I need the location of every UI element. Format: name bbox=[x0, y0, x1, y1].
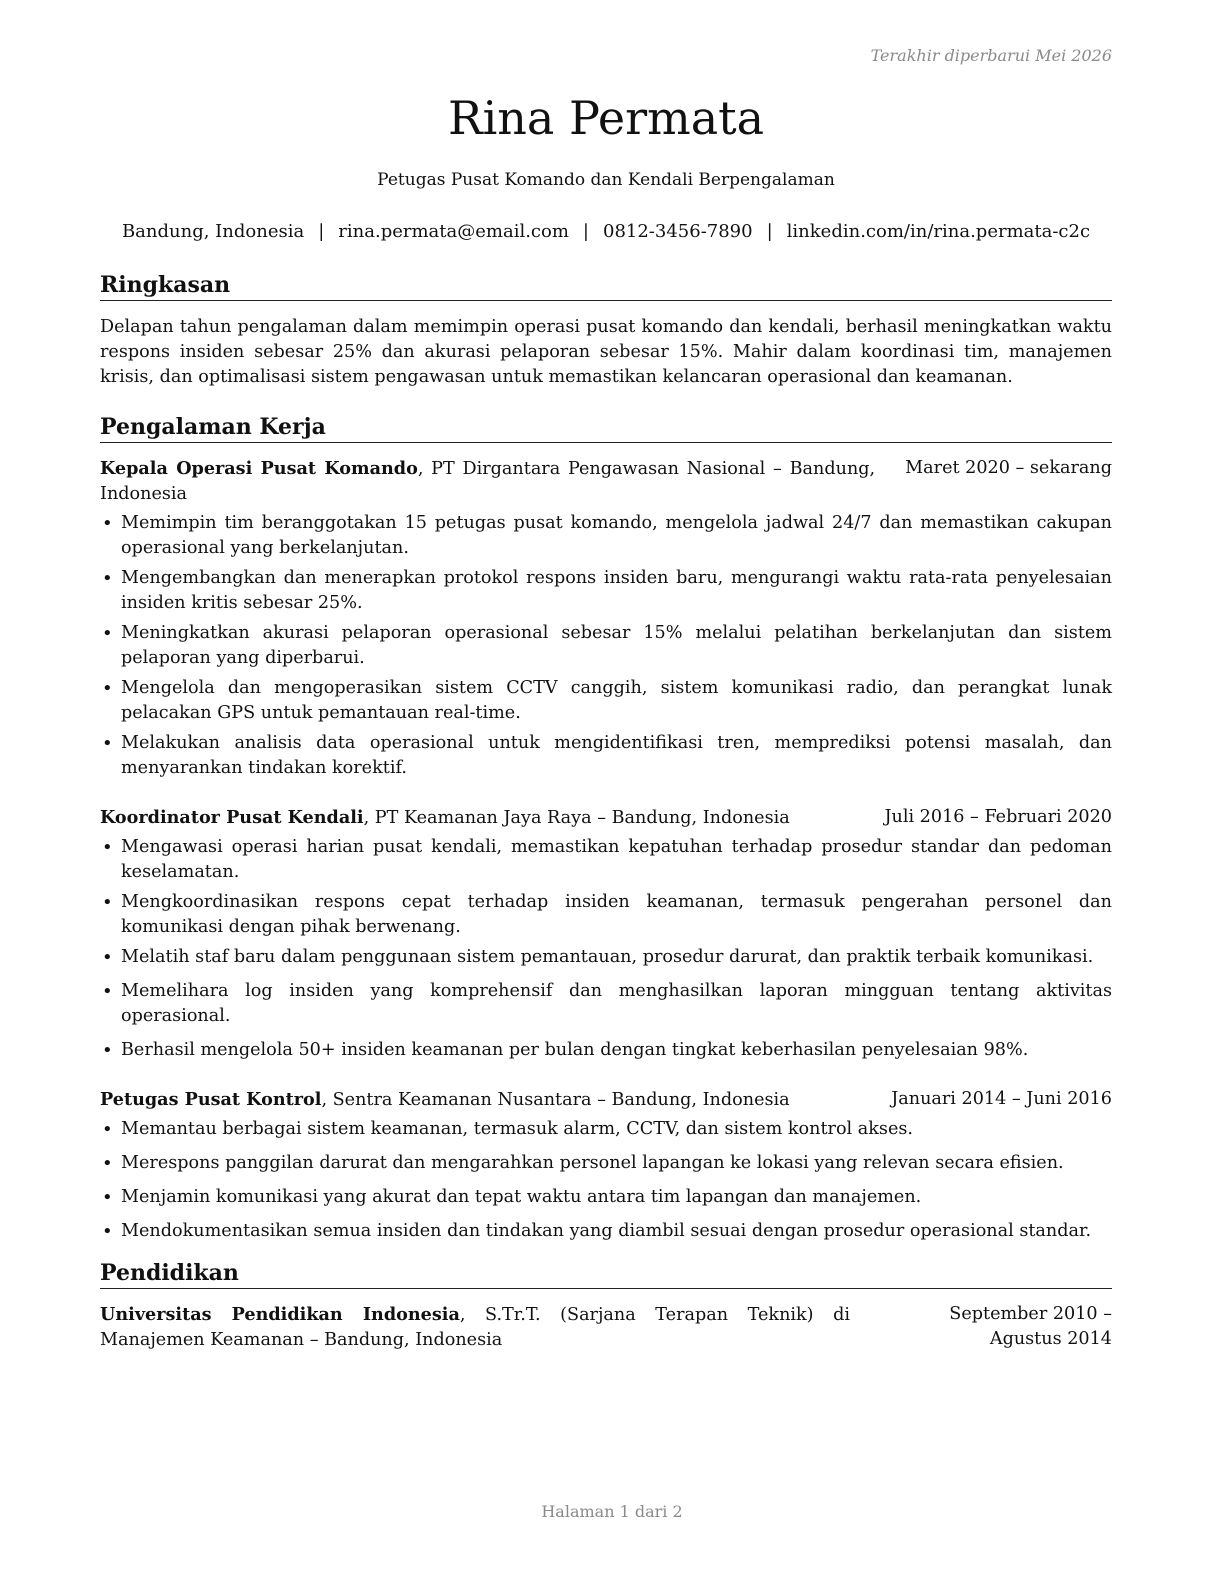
education-dates: September 2010 – Agustus 2014 bbox=[949, 1304, 1112, 1349]
contact-line bbox=[100, 220, 1112, 244]
summary-section bbox=[100, 270, 1112, 390]
list-item: • Mengkoordinasikan respons cepat terhadap insiden keamanan, termasuk pengerahan personel dan komunikasi dengan pihak berwenang. bbox=[100, 890, 1112, 940]
list-item: • Merespons panggilan darurat dan mengarahkan personel lapangan ke lokasi yang relevan secara efisien. bbox=[100, 1151, 1112, 1176]
job-dates: Maret 2020 – sekarang bbox=[905, 458, 1112, 478]
job-entry bbox=[100, 1087, 1112, 1244]
education-program: , S.Tr.T. (Sarjana Terapan Teknik) di Manajemen Keamanan – Bandung, Indonesia bbox=[100, 1305, 851, 1350]
list-item: • Berhasil mengelola 50+ insiden keamanan per bulan dengan tingkat keberhasilan penyelesaian 98%. bbox=[100, 1038, 1112, 1063]
contact-separator: | bbox=[318, 221, 325, 242]
job-bullets bbox=[100, 835, 1112, 1063]
list-item: • Memimpin tim beranggotakan 15 petugas pusat komando, mengelola jadwal 24/7 dan memastikan cakupan operasional yang berkelanjutan. bbox=[100, 511, 1112, 561]
education-degree bbox=[100, 1302, 880, 1353]
education-school: Universitas Pendidikan Indonesia bbox=[100, 1304, 460, 1325]
list-item: • Meningkatkan akurasi pelaporan operasional sebesar 15% melalui pelatihan berkelanjutan dan sistem pelaporan yang diperbarui. bbox=[100, 621, 1112, 671]
page-number: Halaman 1 dari 2 bbox=[541, 1502, 683, 1521]
list-item: • Mengelola dan mengoperasikan sistem CCTV canggih, sistem komunikasi radio, dan perangkat lunak pelacakan GPS untuk pemantauan real-time. bbox=[100, 676, 1112, 726]
job-entry bbox=[100, 805, 1112, 1063]
job-title: Koordinator Pusat Kendali bbox=[100, 807, 364, 828]
contact-linkedin[interactable]: linkedin.com/in/rina.permata-c2c bbox=[786, 221, 1091, 242]
list-item: • Menjamin komunikasi yang akurat dan tepat waktu antara tim lapangan dan manajemen. bbox=[100, 1185, 1112, 1210]
resume-content bbox=[100, 270, 1112, 1367]
section-heading: Ringkasan bbox=[100, 270, 1112, 301]
education-section bbox=[100, 1258, 1112, 1353]
list-item: • Mendokumentasikan semua insiden dan tindakan yang diambil sesuai dengan prosedur operasional standar. bbox=[100, 1219, 1112, 1244]
job-header bbox=[100, 1087, 1112, 1113]
contact-separator: | bbox=[766, 221, 773, 242]
job-role bbox=[100, 1087, 891, 1113]
contact-email[interactable]: rina.permata@email.com bbox=[338, 221, 569, 242]
experience-section bbox=[100, 412, 1112, 1244]
job-bullets bbox=[100, 511, 1112, 781]
candidate-subtitle: Petugas Pusat Komando dan Kendali Berpengalaman bbox=[377, 170, 835, 190]
job-organization: , Sentra Keamanan Nusantara – Bandung, Indonesia bbox=[321, 1090, 790, 1110]
job-dates: Januari 2014 – Juni 2016 bbox=[891, 1089, 1112, 1109]
education-entry bbox=[100, 1302, 1112, 1353]
job-organization: , PT Keamanan Jaya Raya – Bandung, Indonesia bbox=[363, 808, 790, 828]
section-heading: Pengalaman Kerja bbox=[100, 412, 1112, 443]
contact-separator: | bbox=[582, 221, 589, 242]
job-entry bbox=[100, 456, 1112, 781]
job-header bbox=[100, 456, 1112, 507]
job-organization: , PT Dirgantara Pengawasan Nasional – Bandung, Indonesia bbox=[100, 459, 876, 504]
list-item: • Memantau berbagai sistem keamanan, termasuk alarm, CCTV, dan sistem kontrol akses. bbox=[100, 1117, 1112, 1142]
candidate-name: Rina Permata bbox=[447, 91, 765, 145]
list-item: • Melatih staf baru dalam penggunaan sistem pemantauan, prosedur darurat, dan praktik terbaik komunikasi. bbox=[100, 945, 1112, 970]
section-heading: Pendidikan bbox=[100, 1258, 1112, 1289]
last-updated: Terakhir diperbarui Mei 2026 bbox=[870, 46, 1112, 65]
job-bullets bbox=[100, 1117, 1112, 1244]
contact-phone: 0812-3456-7890 bbox=[603, 221, 753, 242]
job-header bbox=[100, 805, 1112, 831]
list-item: • Mengembangkan dan menerapkan protokol respons insiden baru, mengurangi waktu rata-rata penyelesaian insiden kritis sebesar 25%. bbox=[100, 566, 1112, 616]
job-dates: Juli 2016 – Februari 2020 bbox=[884, 807, 1112, 827]
education-header bbox=[100, 1302, 1112, 1353]
list-item: • Melakukan analisis data operasional untuk mengidentifikasi tren, memprediksi potensi masalah, dan menyarankan tindakan korektif. bbox=[100, 731, 1112, 781]
list-item: • Memelihara log insiden yang komprehensif dan menghasilkan laporan mingguan tentang aktivitas operasional. bbox=[100, 979, 1112, 1029]
job-role bbox=[100, 805, 884, 831]
contact-location: Bandung, Indonesia bbox=[121, 221, 305, 242]
job-title: Petugas Pusat Kontrol bbox=[100, 1089, 322, 1110]
job-role bbox=[100, 456, 905, 507]
job-title: Kepala Operasi Pusat Komando bbox=[100, 458, 418, 479]
summary-text: Delapan tahun pengalaman dalam memimpin operasi pusat komando dan kendali, berhasil meningkatkan waktu respons insiden sebesar 25% dan akurasi pelaporan sebesar 15%. Mahir dalam koordinasi tim, manajemen krisis, dan optimalisasi sistem pengawasan untuk memastikan kelancaran operasional dan keamanan. bbox=[100, 317, 1112, 387]
list-item: • Mengawasi operasi harian pusat kendali, memastikan kepatuhan terhadap prosedur standar dan pedoman keselamatan. bbox=[100, 835, 1112, 885]
